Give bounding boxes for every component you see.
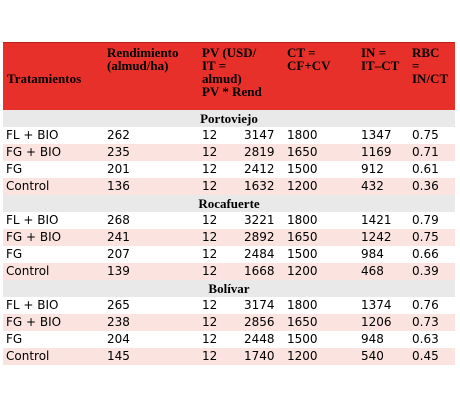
table-cell: 1169 [361, 145, 392, 159]
table-cell: 12 [202, 247, 218, 261]
table-cell: Control [6, 349, 50, 363]
table-cell: 1650 [287, 315, 318, 329]
table-cell: 1740 [244, 349, 275, 363]
table-cell: 207 [107, 247, 130, 261]
table-cell: 1500 [287, 247, 318, 261]
table-cell: 12 [202, 213, 218, 227]
table-cell: 1347 [361, 128, 392, 142]
table-cell: 948 [361, 332, 384, 346]
table-cell: 12 [202, 162, 218, 176]
header-pv: PV (USD/ IT = almud) PV * Rend [202, 45, 262, 99]
table-cell: 2484 [244, 247, 275, 261]
table-cell: 0.79 [412, 213, 439, 227]
table-cell: 2412 [244, 162, 275, 176]
table-cell: 1200 [287, 264, 318, 278]
table-cell: 1632 [244, 179, 275, 193]
table-row [3, 348, 455, 365]
table-cell: 12 [202, 145, 218, 159]
table-row [3, 297, 455, 314]
table-cell: FG [6, 247, 23, 261]
table-cell: 2448 [244, 332, 275, 346]
table-cell: 984 [361, 247, 384, 261]
table-cell: FG + BIO [6, 315, 62, 329]
table-cell: 268 [107, 213, 130, 227]
table-cell: 1800 [287, 298, 318, 312]
header-tratamientos: Tratamientos [7, 71, 82, 86]
table-cell: 12 [202, 349, 218, 363]
table-cell: 1500 [287, 162, 318, 176]
table-cell: 0.36 [412, 179, 439, 193]
table-row [3, 246, 455, 263]
table-cell: 3221 [244, 213, 275, 227]
table-cell: 0.39 [412, 264, 439, 278]
table-cell: 0.75 [412, 230, 439, 244]
table-cell: 2892 [244, 230, 275, 244]
table-cell: 12 [202, 179, 218, 193]
group-header [3, 195, 455, 212]
results-table [3, 42, 455, 365]
group-header [3, 280, 455, 297]
table-cell: 432 [361, 179, 384, 193]
table-row [3, 229, 455, 246]
table-row [3, 127, 455, 144]
table-cell: Control [6, 179, 50, 193]
table-cell: 238 [107, 315, 130, 329]
table-cell: 0.66 [412, 247, 439, 261]
table-cell: 0.63 [412, 332, 439, 346]
table-cell: 3174 [244, 298, 275, 312]
table-cell: 1668 [244, 264, 275, 278]
table-cell: 0.73 [412, 315, 439, 329]
table-cell: 12 [202, 332, 218, 346]
table-cell: FL + BIO [6, 298, 59, 312]
table-cell: 540 [361, 349, 384, 363]
table-cell: 235 [107, 145, 130, 159]
table-cell: FL + BIO [6, 213, 59, 227]
table-row [3, 144, 455, 161]
header-ct: CT = CF+CV [287, 45, 331, 73]
table-cell: Control [6, 264, 50, 278]
table-cell: 1500 [287, 332, 318, 346]
table-cell: 262 [107, 128, 130, 142]
table-row [3, 331, 455, 348]
table-cell: 0.75 [412, 128, 439, 142]
table-row [3, 161, 455, 178]
table-row [3, 178, 455, 195]
table-cell: 1650 [287, 145, 318, 159]
table-cell: 2856 [244, 315, 275, 329]
header-in: IN = IT–CT [361, 45, 400, 73]
table-cell: 12 [202, 264, 218, 278]
header-rbc: RBC = IN/CT [412, 45, 449, 86]
table-cell: 265 [107, 298, 130, 312]
table-cell: 145 [107, 349, 130, 363]
table-cell: 1242 [361, 230, 392, 244]
table-cell: 0.61 [412, 162, 439, 176]
table-row [3, 212, 455, 229]
table-cell: FG [6, 162, 23, 176]
table-cell: 12 [202, 128, 218, 142]
table-cell: FG [6, 332, 23, 346]
table-cell: 468 [361, 264, 384, 278]
table-cell: 1206 [361, 315, 392, 329]
table-cell: 1800 [287, 128, 318, 142]
table-cell: 12 [202, 315, 218, 329]
table-cell: 12 [202, 298, 218, 312]
table-cell: 201 [107, 162, 130, 176]
table-cell: 241 [107, 230, 130, 244]
table-cell: 0.45 [412, 349, 439, 363]
table-cell: 204 [107, 332, 130, 346]
table-header [3, 42, 455, 110]
table-cell: 912 [361, 162, 384, 176]
header-rendimiento: Rendimiento (almud/ha) [107, 45, 179, 73]
table-row [3, 263, 455, 280]
table-cell: 1421 [361, 213, 392, 227]
group-name: Rocafuerte [198, 196, 260, 211]
table-cell: 12 [202, 230, 218, 244]
table-cell: 0.76 [412, 298, 439, 312]
group-header [3, 110, 455, 127]
table-cell: 2819 [244, 145, 275, 159]
table-row [3, 314, 455, 331]
table-cell: 1200 [287, 179, 318, 193]
table-cell: FG + BIO [6, 145, 62, 159]
table-body [3, 110, 455, 365]
table-cell: FG + BIO [6, 230, 62, 244]
table-cell: 1374 [361, 298, 392, 312]
table-cell: 139 [107, 264, 130, 278]
table-cell: 3147 [244, 128, 275, 142]
table-cell: 1800 [287, 213, 318, 227]
table-cell: 136 [107, 179, 130, 193]
group-name: Bolívar [208, 281, 250, 296]
table-cell: 1200 [287, 349, 318, 363]
table-cell: FL + BIO [6, 128, 59, 142]
table-cell: 1650 [287, 230, 318, 244]
table-cell: 0.71 [412, 145, 439, 159]
group-name: Portoviejo [200, 111, 258, 126]
